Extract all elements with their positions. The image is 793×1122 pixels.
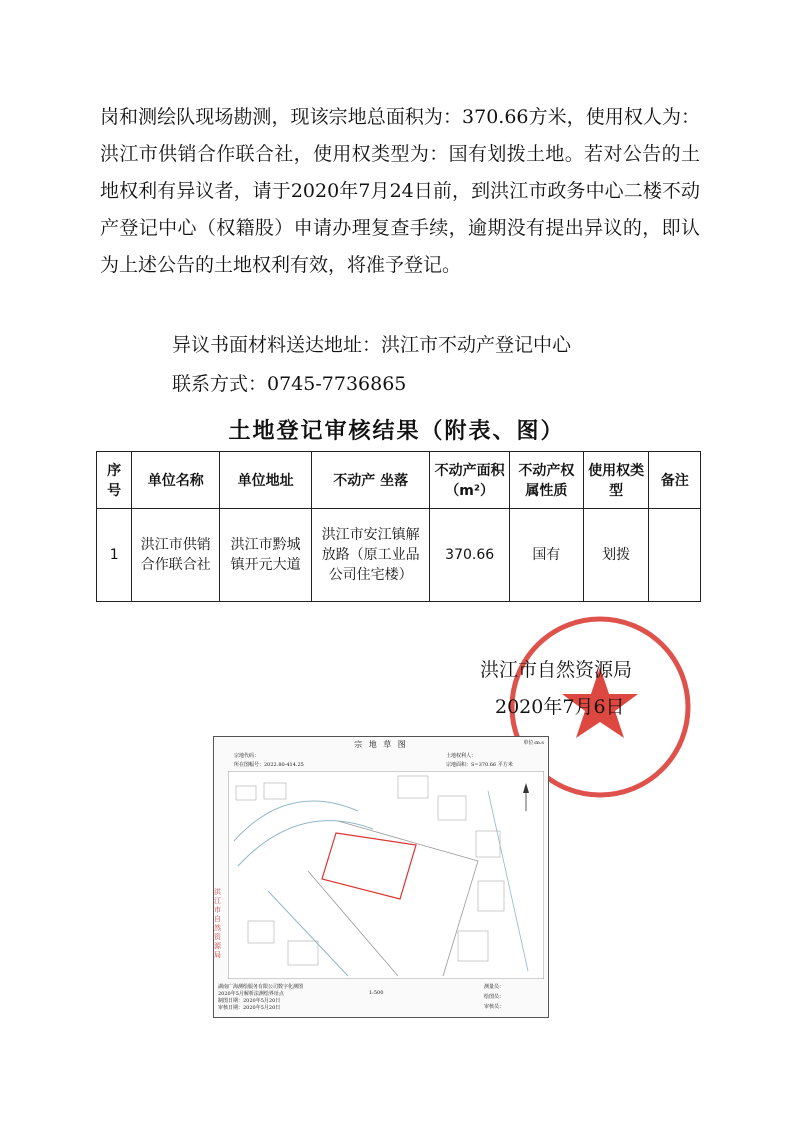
map-drawing [228, 771, 544, 979]
objection-address: 异议书面材料送达地址：洪江市不动产登记中心 [172, 334, 572, 356]
col-location: 不动产 坐落 [312, 452, 430, 509]
col-use-type: 使用权类型 [583, 452, 649, 509]
issue-date: 2020年7月6日 [495, 696, 625, 718]
col-area: 不动产面积（m²） [430, 452, 510, 509]
table-title: 土地登记审核结果（附表、图） [228, 419, 565, 444]
map-side-seal-label: 洪江市自然资源局 [214, 888, 221, 959]
registration-table [96, 451, 701, 602]
cell-use-type: 划拨 [583, 509, 649, 602]
map-area: 宗地面积：S=370.66 平方米 [446, 762, 513, 768]
map-footer-measurer: 测量员： [484, 984, 505, 990]
cell-address: 洪江市黔城镇开元大道 [220, 509, 312, 602]
cell-area: 370.66 [430, 509, 510, 602]
cell-remark [649, 509, 701, 602]
cell-no: 1 [97, 509, 132, 602]
map-sheet-no: 所在图幅号：2022.80-414.25 [234, 762, 304, 768]
cell-location: 洪江市安江镇解放路（原工业品公司住宅楼） [312, 509, 430, 602]
col-address: 单位地址 [220, 452, 312, 509]
map-parcel-code: 宗地代码： [234, 753, 260, 759]
col-remark: 备注 [649, 452, 701, 509]
map-unit: 单位:m.s [523, 740, 544, 746]
issuing-org: 洪江市自然资源局 [480, 659, 633, 681]
cell-name: 洪江市供销合作联合社 [132, 509, 220, 602]
parcel-sketch-map [213, 736, 549, 1018]
notice-text: 岗和测绘队现场勘测，现该宗地总面积为：370.66方米，使用权人为：洪江市供销合作联合社，使用权类型为：国有划拨土地。若对公告的土地权利有异议者，请于2020年7月24日前，到洪江市政务中心二楼不动产登记中心（权籍股）申请办理复查手续，逾期没有提出异议的，即认为上述公告的土地权利有效，将准予登记。 [100, 106, 700, 276]
map-footer-checker: 审核员： [484, 1004, 505, 1010]
map-owner: 土地权利人： [446, 753, 477, 759]
table-row [97, 509, 701, 602]
cell-nature: 国有 [510, 509, 584, 602]
contact-info: 联系方式：0745-7736865 [172, 373, 407, 395]
map-footer-draw-date: 制图日期：2020年5月20日 [218, 998, 281, 1004]
col-no: 序号 [97, 452, 132, 509]
map-footer-check-date: 审核日期：2020年5月20日 [218, 1005, 281, 1011]
col-nature: 不动产权属性质 [510, 452, 584, 509]
map-scale: 1:500 [369, 990, 384, 996]
map-footer-drafter: 绘图员： [484, 994, 505, 1000]
map-footer-surveyor: 湖南广海测绘服务有限公司数字化测图 [218, 984, 304, 990]
notice-paragraph [100, 99, 700, 284]
col-name: 单位名称 [132, 452, 220, 509]
table-header-row [97, 452, 701, 509]
map-title: 宗 地 草 图 [354, 740, 408, 749]
map-footer-method: 2020年5月解析法测绘界址点 [218, 991, 284, 997]
